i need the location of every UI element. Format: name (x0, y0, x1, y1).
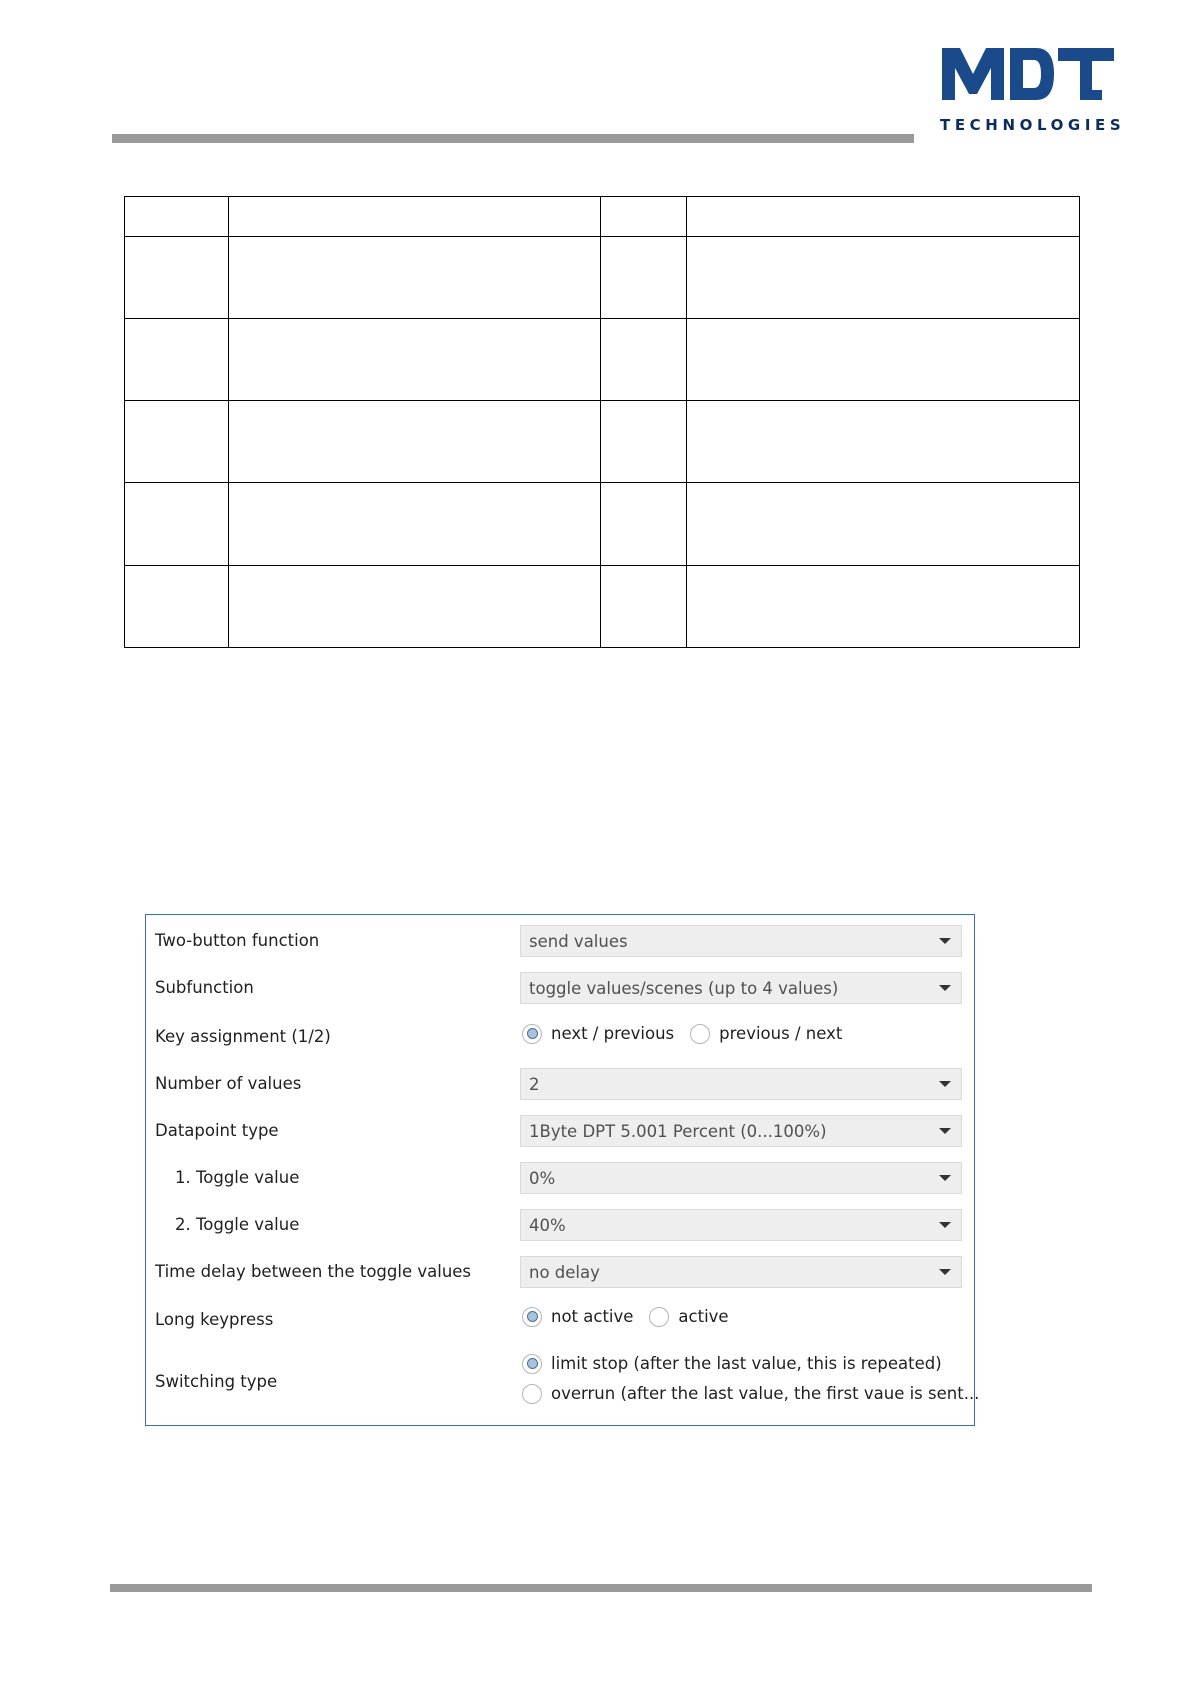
table-header-row (125, 197, 1080, 237)
datapoint-type-dropdown[interactable] (520, 1115, 962, 1147)
toggle-value-2-label: 2. Toggle value (175, 1215, 300, 1234)
key-assignment-label: Key assignment (1/2) (155, 1027, 331, 1046)
switching-type-option-2 (522, 1383, 995, 1409)
dropdown-value: 1Byte DPT 5.001 Percent (0...100%) (529, 1122, 827, 1141)
two-button-function-dropdown[interactable] (520, 925, 962, 957)
chevron-down-icon (939, 1128, 951, 1134)
table-cell (229, 483, 601, 565)
parameter-panel (145, 914, 980, 1426)
dropdown-value: send values (529, 932, 628, 951)
chevron-down-icon (939, 1081, 951, 1087)
radio-active[interactable] (649, 1307, 669, 1327)
table-cell (125, 483, 229, 565)
subfunction-label: Subfunction (155, 978, 254, 997)
time-delay-label: Time delay between the toggle values (155, 1262, 472, 1281)
toggle-value-1-label: 1. Toggle value (175, 1168, 300, 1187)
switching-type-option-1 (522, 1353, 958, 1379)
table-cell (125, 197, 229, 237)
table-cell (687, 483, 1080, 565)
table-cell (687, 197, 1080, 237)
radio-not-active[interactable] (522, 1307, 542, 1327)
dropdown-value: 0% (529, 1169, 556, 1188)
toggle-value-1-dropdown[interactable] (520, 1162, 962, 1194)
logo-subtitle: TECHNOLOGIES (940, 116, 1126, 134)
table-cell (601, 318, 687, 400)
table-cell (125, 401, 229, 483)
chevron-down-icon (939, 985, 951, 991)
radio-overrun[interactable] (522, 1384, 542, 1404)
dropdown-value: 40% (529, 1216, 566, 1235)
table-cell (601, 401, 687, 483)
number-of-values-label: Number of values (155, 1074, 302, 1093)
toggle-value-2-dropdown[interactable] (520, 1209, 962, 1241)
table-row (125, 483, 1080, 565)
radio-label: previous / next (719, 1024, 843, 1043)
radio-next-previous[interactable] (522, 1024, 542, 1044)
radio-label: active (678, 1307, 729, 1326)
table-cell (229, 318, 601, 400)
radio-limit-stop[interactable] (522, 1354, 542, 1374)
dropdown-value: no delay (529, 1263, 600, 1282)
table-cell (229, 401, 601, 483)
chevron-down-icon (939, 1222, 951, 1228)
dropdown-value: toggle values/scenes (up to 4 values) (529, 979, 839, 998)
radio-label: not active (551, 1307, 634, 1326)
table-row (125, 565, 1080, 647)
table-cell (229, 565, 601, 647)
table-cell (125, 565, 229, 647)
switching-type-label: Switching type (155, 1372, 278, 1391)
long-keypress-radio-group (522, 1306, 745, 1332)
number-of-values-dropdown[interactable] (520, 1068, 962, 1100)
table-cell (125, 318, 229, 400)
footer-rule (110, 1584, 1092, 1592)
table-cell (125, 236, 229, 318)
two-button-function-label: Two-button function (155, 931, 320, 950)
datapoint-type-label: Datapoint type (155, 1121, 279, 1140)
dropdown-value: 2 (529, 1075, 540, 1094)
table-row (125, 236, 1080, 318)
header-rule (112, 134, 914, 143)
radio-previous-next[interactable] (690, 1024, 710, 1044)
table-cell (687, 401, 1080, 483)
table-cell (601, 197, 687, 237)
chevron-down-icon (939, 1269, 951, 1275)
table-cell (601, 483, 687, 565)
chevron-down-icon (939, 1175, 951, 1181)
radio-label: overrun (after the last value, the first vaue is sent... (551, 1384, 980, 1403)
radio-label: limit stop (after the last value, this is repeated) (551, 1354, 942, 1373)
table-cell (687, 565, 1080, 647)
table-cell (229, 197, 601, 237)
chevron-down-icon (939, 938, 951, 944)
table-cell (229, 236, 601, 318)
table-row (125, 318, 1080, 400)
time-delay-dropdown[interactable] (520, 1256, 962, 1288)
mdt-logo-mark (940, 44, 1115, 102)
radio-label: next / previous (551, 1024, 675, 1043)
table-cell (601, 565, 687, 647)
mdt-logo (940, 44, 1126, 136)
table-cell (601, 236, 687, 318)
table-row (125, 401, 1080, 483)
key-assignment-radio-group (522, 1023, 858, 1049)
parameter-table (124, 196, 1080, 648)
subfunction-dropdown[interactable] (520, 972, 962, 1004)
long-keypress-label: Long keypress (155, 1310, 274, 1329)
table-cell (687, 236, 1080, 318)
table-cell (687, 318, 1080, 400)
